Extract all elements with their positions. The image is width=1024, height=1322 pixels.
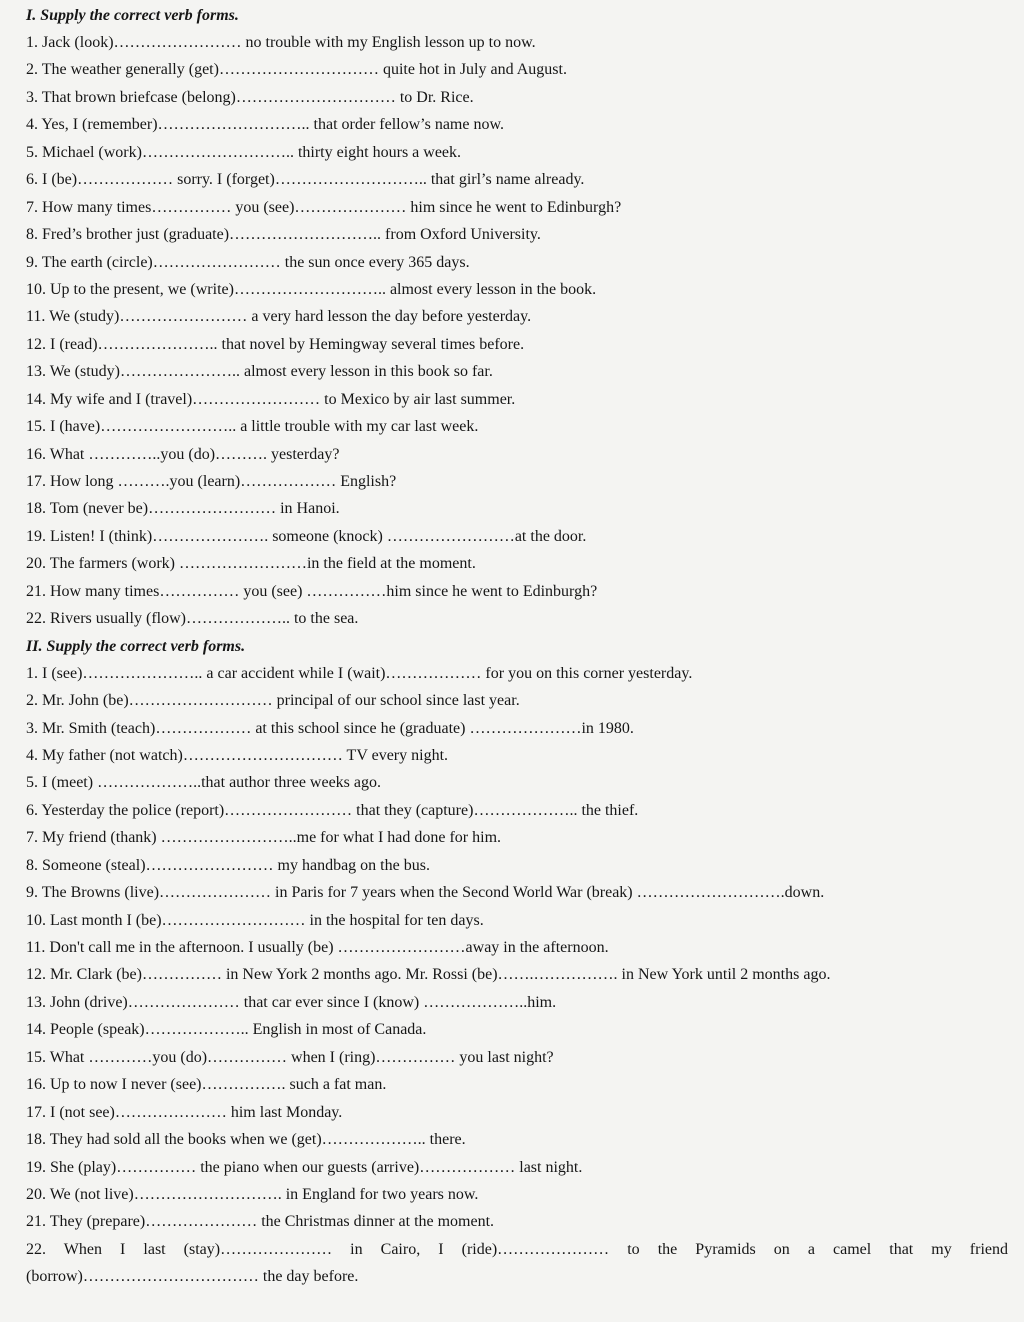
exercise-item: 16. What …………..you (do)………. yesterday? <box>26 445 340 463</box>
exercise-item: 21. How many times…………… you (see) ……………him since he went to Edinburgh? <box>26 582 598 600</box>
exercise-item: 10. Up to the present, we (write)……………………….. almost every lesson in the book. <box>26 280 597 298</box>
exercise-item: 2. The weather generally (get)………………………… quite hot in July and August. <box>26 61 567 79</box>
exercise-item: 14. My wife and I (travel)…………………… to Mexico by air last summer. <box>26 390 516 408</box>
exercise-item: 20. We (not live)………………………. in England for two years now. <box>26 1185 479 1203</box>
exercise-item: 9. The earth (circle)…………………… the sun once every 365 days. <box>26 253 470 271</box>
exercise-item: 1. Jack (look)…………………… no trouble with my English lesson up to now. <box>26 34 536 51</box>
exercise-section <box>26 633 1008 1291</box>
exercise-item: 13. John (drive)………………… that car ever since I (know) ………………..him. <box>26 993 557 1011</box>
exercise-item: 11. Don't call me in the afternoon. I usually (be) ……………………away in the afternoon. <box>26 939 609 956</box>
exercise-item: 18. They had sold all the books when we (get)……………….. there. <box>26 1131 466 1149</box>
exercise-item: 2. Mr. John (be)……………………… principal of our school since last year. <box>26 692 520 710</box>
exercise-item: 1. I (see)………………….. a car accident while I (wait)……………… for you on this corner yesterday. <box>26 664 693 682</box>
exercise-item: 3. That brown briefcase (belong)………………………… to Dr. Rice. <box>26 88 474 106</box>
exercise-item: 21. They (prepare)………………… the Christmas dinner at the moment. <box>26 1213 495 1231</box>
exercise-item: 14. People (speak)……………….. English in most of Canada. <box>26 1021 427 1039</box>
exercise-item: 6. Yesterday the police (report)…………………… that they (capture)……………….. the thief. <box>26 801 639 819</box>
exercise-item: 13. We (study)………………….. almost every lesson in this book so far. <box>26 363 493 381</box>
exercise-item: 22. Rivers usually (flow)……………….. to the sea. <box>26 610 359 628</box>
exercise-sections <box>26 2 1008 1291</box>
section-title: II. Supply the correct verb forms. <box>26 637 246 655</box>
exercise-item: (borrow)…………………………… the day before. <box>26 1268 359 1286</box>
exercise-item: 18. Tom (never be)…………………… in Hanoi. <box>26 500 340 518</box>
exercise-item: 12. Mr. Clark (be)…………… in New York 2 months ago. Mr. Rossi (be)…….……………. in New York until 2 months ago. <box>26 966 831 984</box>
exercise-item: 8. Fred’s brother just (graduate)……………………….. from Oxford University. <box>26 226 541 244</box>
exercise-item: 4. My father (not watch)………………………… TV every night. <box>26 746 449 764</box>
exercise-item: 17. I (not see)………………… him last Monday. <box>26 1103 343 1121</box>
exercise-item: 6. I (be)……………… sorry. I (forget)……………………….. that girl’s name already. <box>26 171 585 189</box>
exercise-item: 19. She (play)…………… the piano when our guests (arrive)……………… last night. <box>26 1158 583 1176</box>
exercise-item: 3. Mr. Smith (teach)……………… at this school since he (graduate) …………………in 1980. <box>26 719 634 737</box>
section-title: I. Supply the correct verb forms. <box>26 7 239 24</box>
exercise-item: 22. When I last (stay)………………… in Cairo, I (ride)………………… to the Pyramids on a camel that my friend <box>26 1240 1008 1258</box>
exercise-item: 9. The Browns (live)………………… in Paris for 7 years when the Second World War (break) ……………………….down. <box>26 884 825 902</box>
exercise-item: 17. How long ……….you (learn)……………… English? <box>26 473 397 490</box>
exercise-item: 15. What …………you (do)…………… when I (ring)…………… you last night? <box>26 1048 554 1066</box>
exercise-item: 19. Listen! I (think)…………………. someone (knock) ……………………at the door. <box>26 527 587 545</box>
exercise-item: 7. My friend (thank) ……………………..me for what I had done for him. <box>26 829 502 847</box>
exercise-item: 15. I (have)…………………….. a little trouble with my car last week. <box>26 418 479 436</box>
exercise-item: 11. We (study)…………………… a very hard lesson the day before yesterday. <box>26 308 532 326</box>
exercise-item: 10. Last month I (be)……………………… in the hospital for ten days. <box>26 911 484 929</box>
exercise-item: 20. The farmers (work) ……………………in the field at the moment. <box>26 555 476 573</box>
exercise-item: 5. I (meet) ………………..that author three weeks ago. <box>26 774 382 792</box>
exercise-item: 7. How many times…………… you (see)………………… him since he went to Edinburgh? <box>26 198 622 216</box>
exercise-section <box>26 2 1008 633</box>
exercise-item: 12. I (read)………………….. that novel by Hemingway several times before. <box>26 335 525 353</box>
exercise-item: 4. Yes, I (remember)……………………….. that order fellow’s name now. <box>26 116 504 134</box>
exercise-item: 8. Someone (steal)…………………… my handbag on the bus. <box>26 856 430 874</box>
exercise-item: 5. Michael (work)……………………….. thirty eight hours a week. <box>26 143 462 161</box>
exercise-item: 16. Up to now I never (see)……………. such a fat man. <box>26 1076 387 1094</box>
